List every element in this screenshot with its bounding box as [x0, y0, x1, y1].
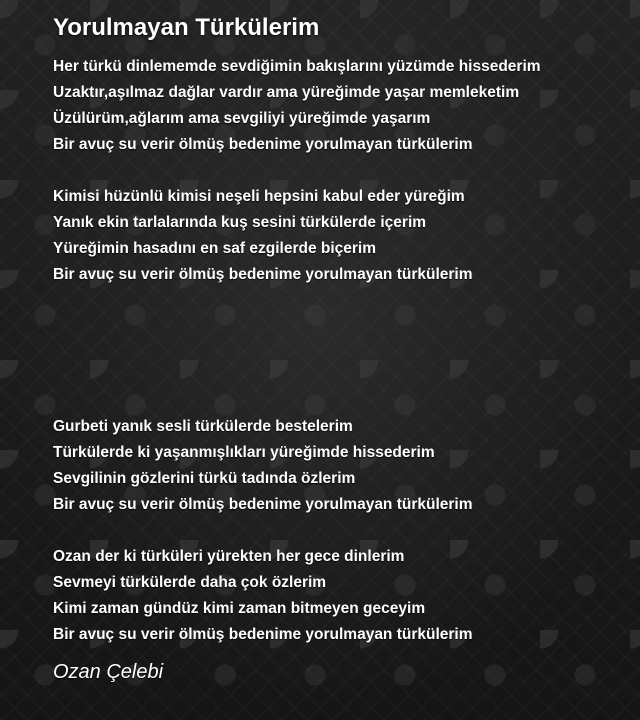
- stanza-3: [53, 414, 640, 518]
- poem-line: Sevgilinin gözlerini türkü tadında özlerim: [53, 470, 356, 487]
- poem-line: Kimi zaman gündüz kimi zaman bitmeyen geceyim: [53, 600, 426, 617]
- poem-line: Ozan der ki türküleri yürekten her gece dinlerim: [53, 548, 405, 565]
- poem-line: Gurbeti yanık sesli türkülerde bestelerim: [53, 418, 353, 435]
- poem-line: Türkülerde ki yaşanmışlıkları yüreğimde hissederim: [53, 444, 435, 461]
- poem-line: Her türkü dinlememde sevdiğimin bakışlarını yüzümde hissederim: [53, 58, 541, 75]
- poem-line: Yüreğimin hasadını en saf ezgilerde biçerim: [53, 240, 377, 257]
- stanza-gap: [53, 158, 640, 184]
- stanza-gap: [53, 288, 640, 414]
- poem-line: Üzülürüm,ağlarım ama sevgiliyi yüreğimde yaşarım: [53, 110, 431, 127]
- poem-author: Ozan Çelebi: [53, 661, 164, 683]
- stanza-4: [53, 544, 640, 648]
- stanza-gap: [53, 518, 640, 544]
- poem-line: Bir avuç su verir ölmüş bedenime yorulmayan türkülerim: [53, 136, 473, 153]
- stanza-1: [53, 54, 640, 158]
- poem-line: Bir avuç su verir ölmüş bedenime yorulmayan türkülerim: [53, 496, 473, 513]
- poem-line: Kimisi hüzünlü kimisi neşeli hepsini kabul eder yüreğim: [53, 188, 465, 205]
- poem-line: Yanık ekin tarlalarında kuş sesini türkülerde içerim: [53, 214, 427, 231]
- poem-title: Yorulmayan Türkülerim: [53, 14, 320, 41]
- poem-line: Bir avuç su verir ölmüş bedenime yorulmayan türkülerim: [53, 626, 473, 643]
- poem-line: Uzaktır,aşılmaz dağlar vardır ama yüreğimde yaşar memleketim: [53, 84, 520, 101]
- poem-line: Sevmeyi türkülerde daha çok özlerim: [53, 574, 327, 591]
- poem-line: Bir avuç su verir ölmüş bedenime yorulmayan türkülerim: [53, 266, 473, 283]
- stanza-2: [53, 184, 640, 288]
